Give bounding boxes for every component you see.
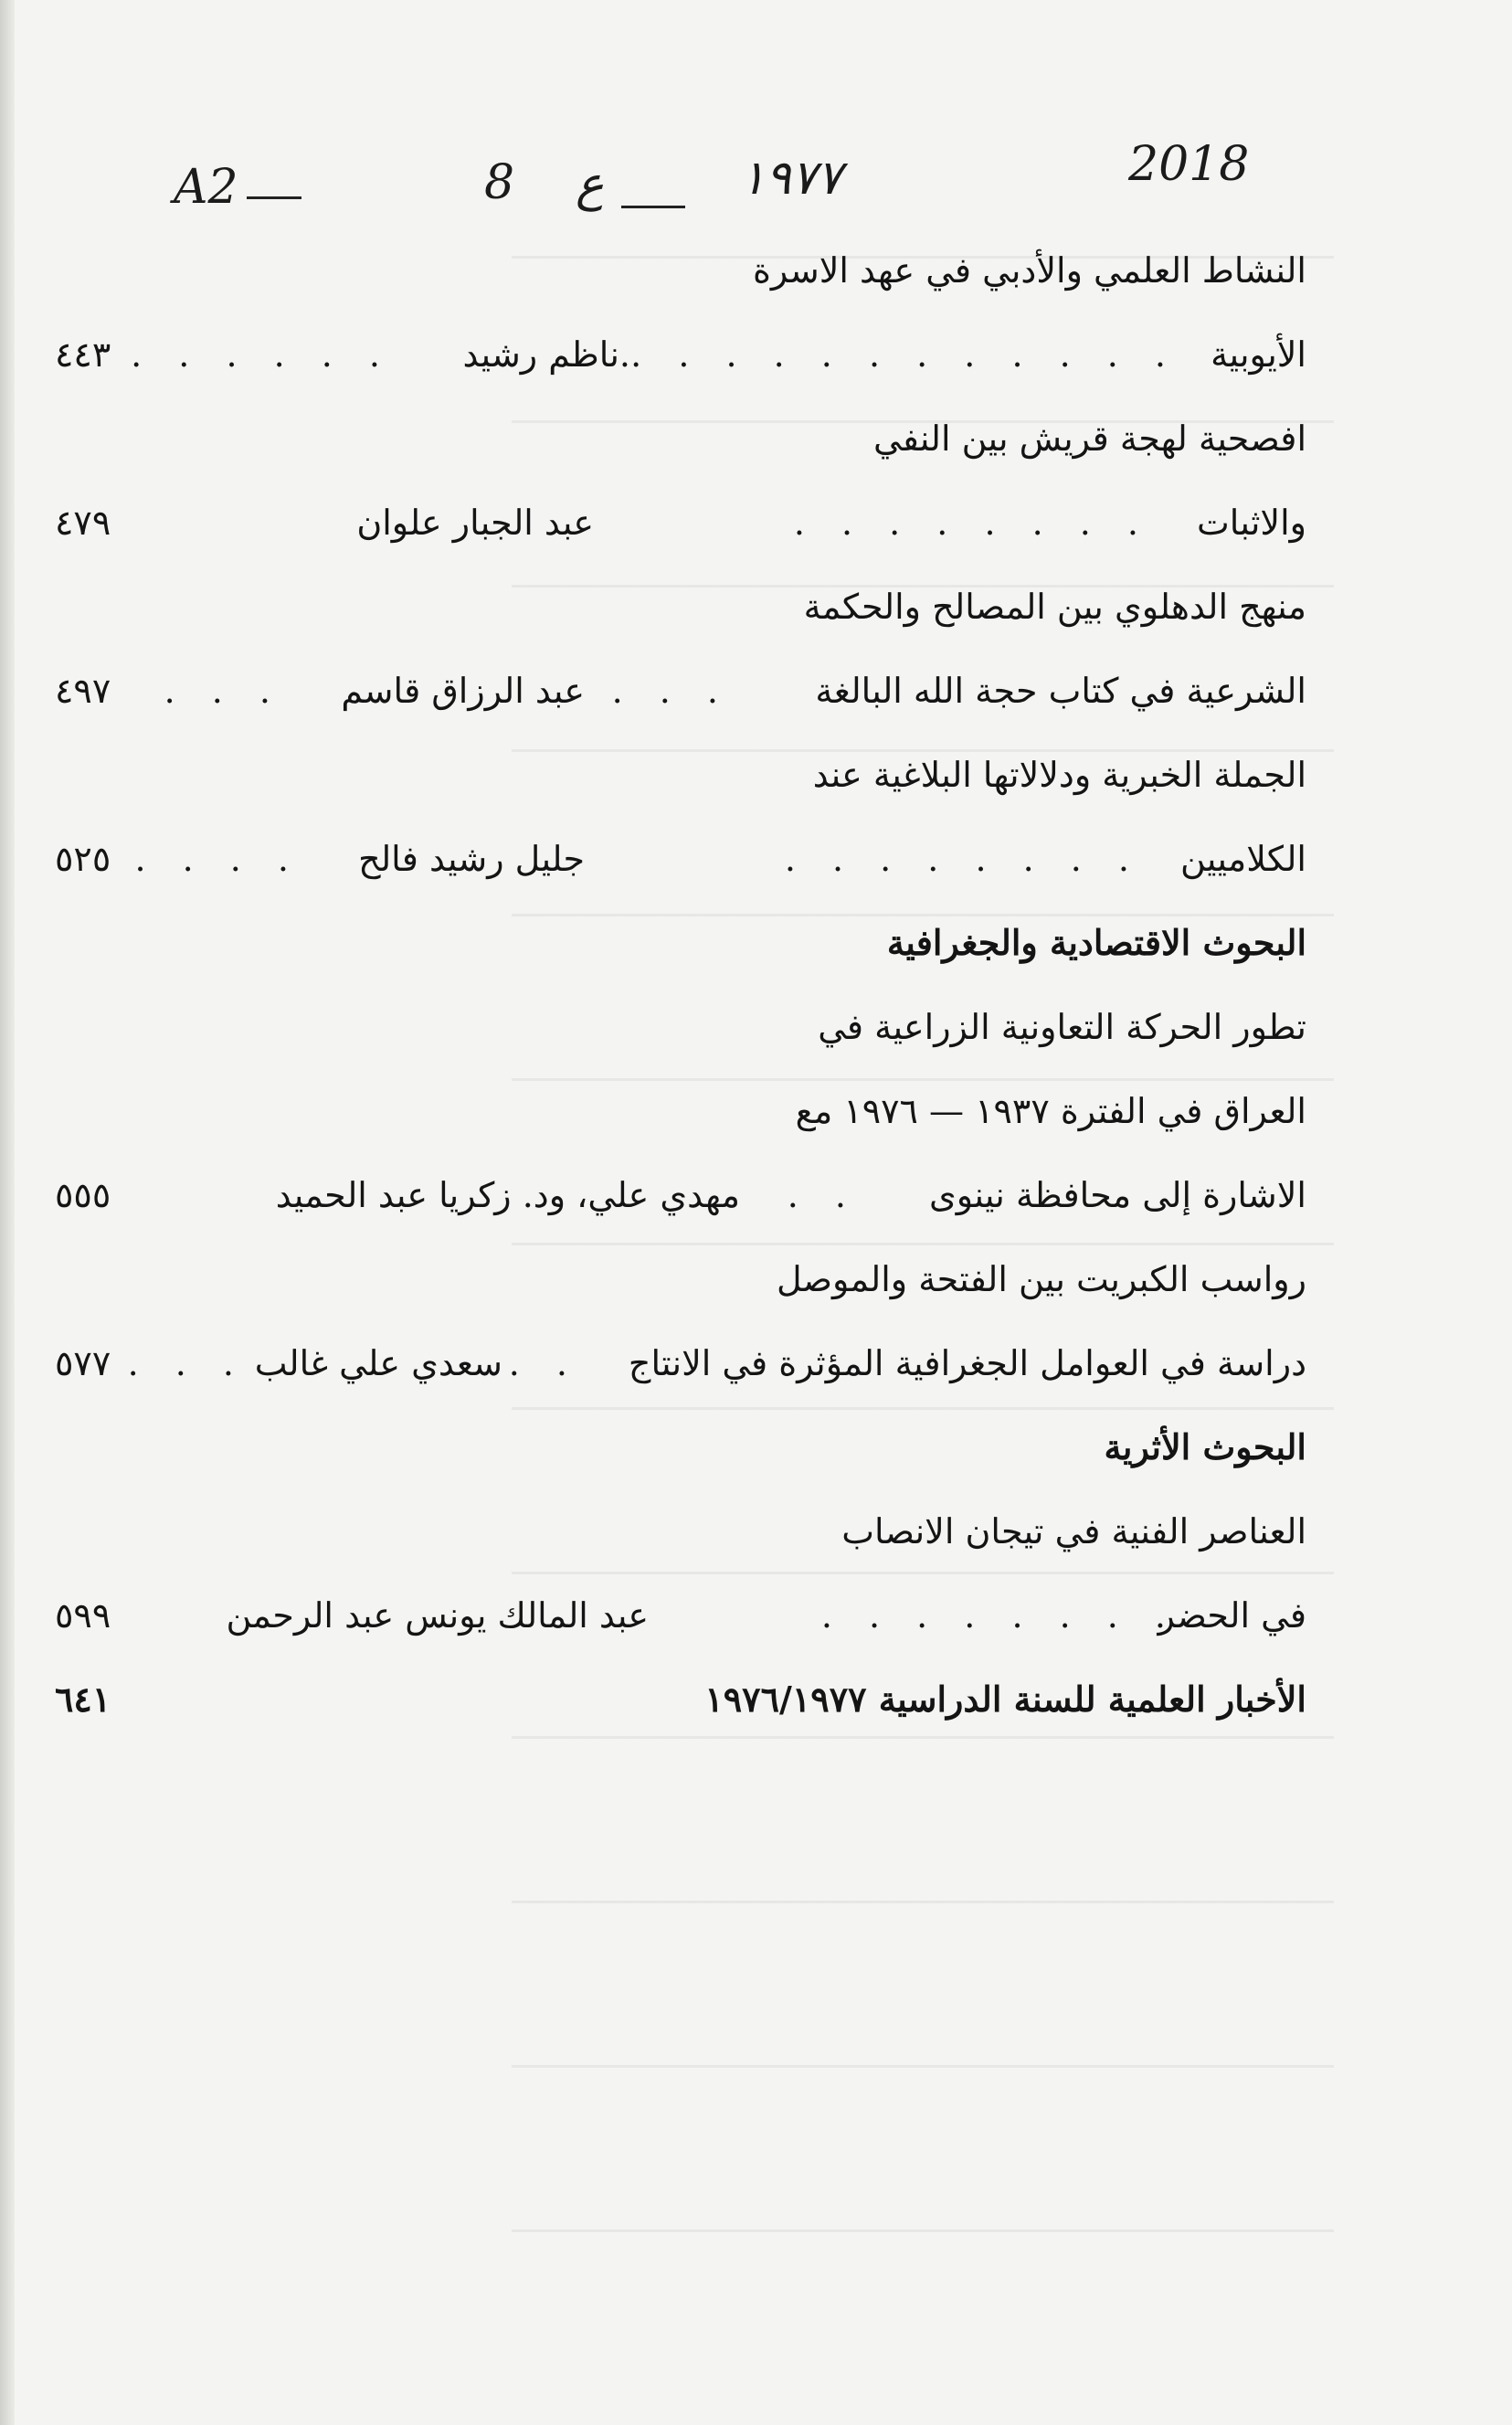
entry-title: العراق في الفترة ١٩٣٧ — ١٩٧٦ مع [795, 1091, 1306, 1131]
table-of-contents [55, 228, 1306, 1742]
toc-entry [55, 1489, 1306, 1573]
entry-title: العناصر الفنية في تيجان الانصاب [841, 1511, 1306, 1551]
toc-entry [55, 733, 1306, 817]
handwritten-number: 8 [484, 155, 515, 210]
handwritten-year: ١٩٧٧ [740, 151, 842, 206]
leader-dots: . . . [611, 671, 731, 711]
leader-dots: . . . [127, 1343, 247, 1383]
handwritten-stamp-number: 2018 [1128, 137, 1250, 192]
toc-entry [55, 985, 1306, 1069]
leader-dots: . . [787, 1175, 859, 1215]
toc-entry [55, 565, 1306, 649]
leader-dots: . . . . . . . . [820, 1595, 1179, 1636]
entry-title: الأخبار العلمية للسنة الدراسية ١٩٧٦/١٩٧٧ [704, 1678, 1306, 1720]
entry-title: الشرعية في كتاب حجة الله البالغة [815, 671, 1306, 711]
entry-page: ٥٥٥ [55, 1175, 111, 1215]
toc-entry [55, 1069, 1306, 1153]
entry-author: عبد الجبار علوان [356, 503, 594, 543]
entry-title: تطور الحركة التعاونية الزراعية في [818, 1007, 1306, 1047]
leader-dots: . . . [164, 671, 283, 711]
handwritten-dash [247, 196, 301, 199]
toc-entry [55, 1321, 1306, 1405]
toc-entry [55, 817, 1306, 901]
handwritten-code: A2 [174, 160, 238, 215]
toc-entry [55, 312, 1306, 397]
section-heading: البحوث الأثرية [1104, 1426, 1306, 1467]
section-heading: البحوث الاقتصادية والجغرافية [886, 922, 1306, 963]
entry-author: جليل رشيد فالح [358, 839, 585, 879]
toc-entry [55, 649, 1306, 733]
entry-author: مهدي علي، ود. زكريا عبد الحميد [275, 1175, 740, 1215]
entry-author: .ناظم رشيد [462, 334, 630, 375]
entry-author: عبد الرزاق قاسم [341, 671, 585, 711]
entry-page: ٦٤١ [55, 1678, 111, 1720]
entry-page: ٤٩٧ [55, 671, 111, 711]
entry-title: دراسة في العوامل الجغرافية المؤثرة في الانتاج [628, 1343, 1306, 1383]
entry-author: عبد المالك يونس عبد الرحمن [226, 1595, 649, 1636]
entry-author: سعدي علي غالب [254, 1343, 502, 1383]
toc-entry [55, 1153, 1306, 1237]
entry-title: رواسب الكبريت بين الفتحة والموصل [776, 1259, 1306, 1299]
leader-dots: . . . . . . . . [784, 839, 1142, 879]
entry-page: ٤٤٣ [55, 334, 111, 375]
toc-section-heading [55, 901, 1306, 985]
entry-page: ٥٩٩ [55, 1595, 111, 1636]
toc-entry [55, 1237, 1306, 1321]
leader-dots: . . . . . . . . [793, 503, 1151, 543]
leader-dots: . . . . . . [131, 334, 393, 375]
entry-page: ٥٢٥ [55, 839, 111, 879]
entry-title: الكلاميين [1179, 839, 1306, 879]
toc-entry [55, 481, 1306, 565]
toc-section-heading [55, 1405, 1306, 1489]
handwritten-dash [621, 206, 685, 208]
entry-page: ٥٧٧ [55, 1343, 111, 1383]
entry-title: الأيوبية [1211, 334, 1306, 375]
entry-title: الاشارة إلى محافظة نينوى [928, 1175, 1306, 1215]
leader-dots: . . . . [134, 839, 301, 879]
leader-dots: . . . . . . . . . . . . [630, 334, 1179, 375]
entry-title: النشاط العلمي والأدبي في عهد الاسرة [753, 250, 1306, 291]
leader-dots: . . [508, 1343, 580, 1383]
entry-title: والاثبات [1197, 503, 1306, 543]
entry-title: منهج الدهلوي بين المصالح والحكمة [803, 587, 1306, 627]
toc-entry [55, 228, 1306, 312]
toc-entry [55, 397, 1306, 481]
entry-page: ٤٧٩ [55, 503, 111, 543]
entry-title: افصحية لهجة قريش بين النفي [873, 418, 1306, 459]
toc-entry [55, 1657, 1306, 1742]
handwritten-letter: ع [576, 157, 605, 212]
toc-entry [55, 1573, 1306, 1657]
entry-title: الجملة الخبرية ودلالاتها البلاغية عند [812, 755, 1306, 795]
page-binding-edge [0, 0, 15, 2425]
entry-title: في الحضر [1158, 1595, 1306, 1636]
